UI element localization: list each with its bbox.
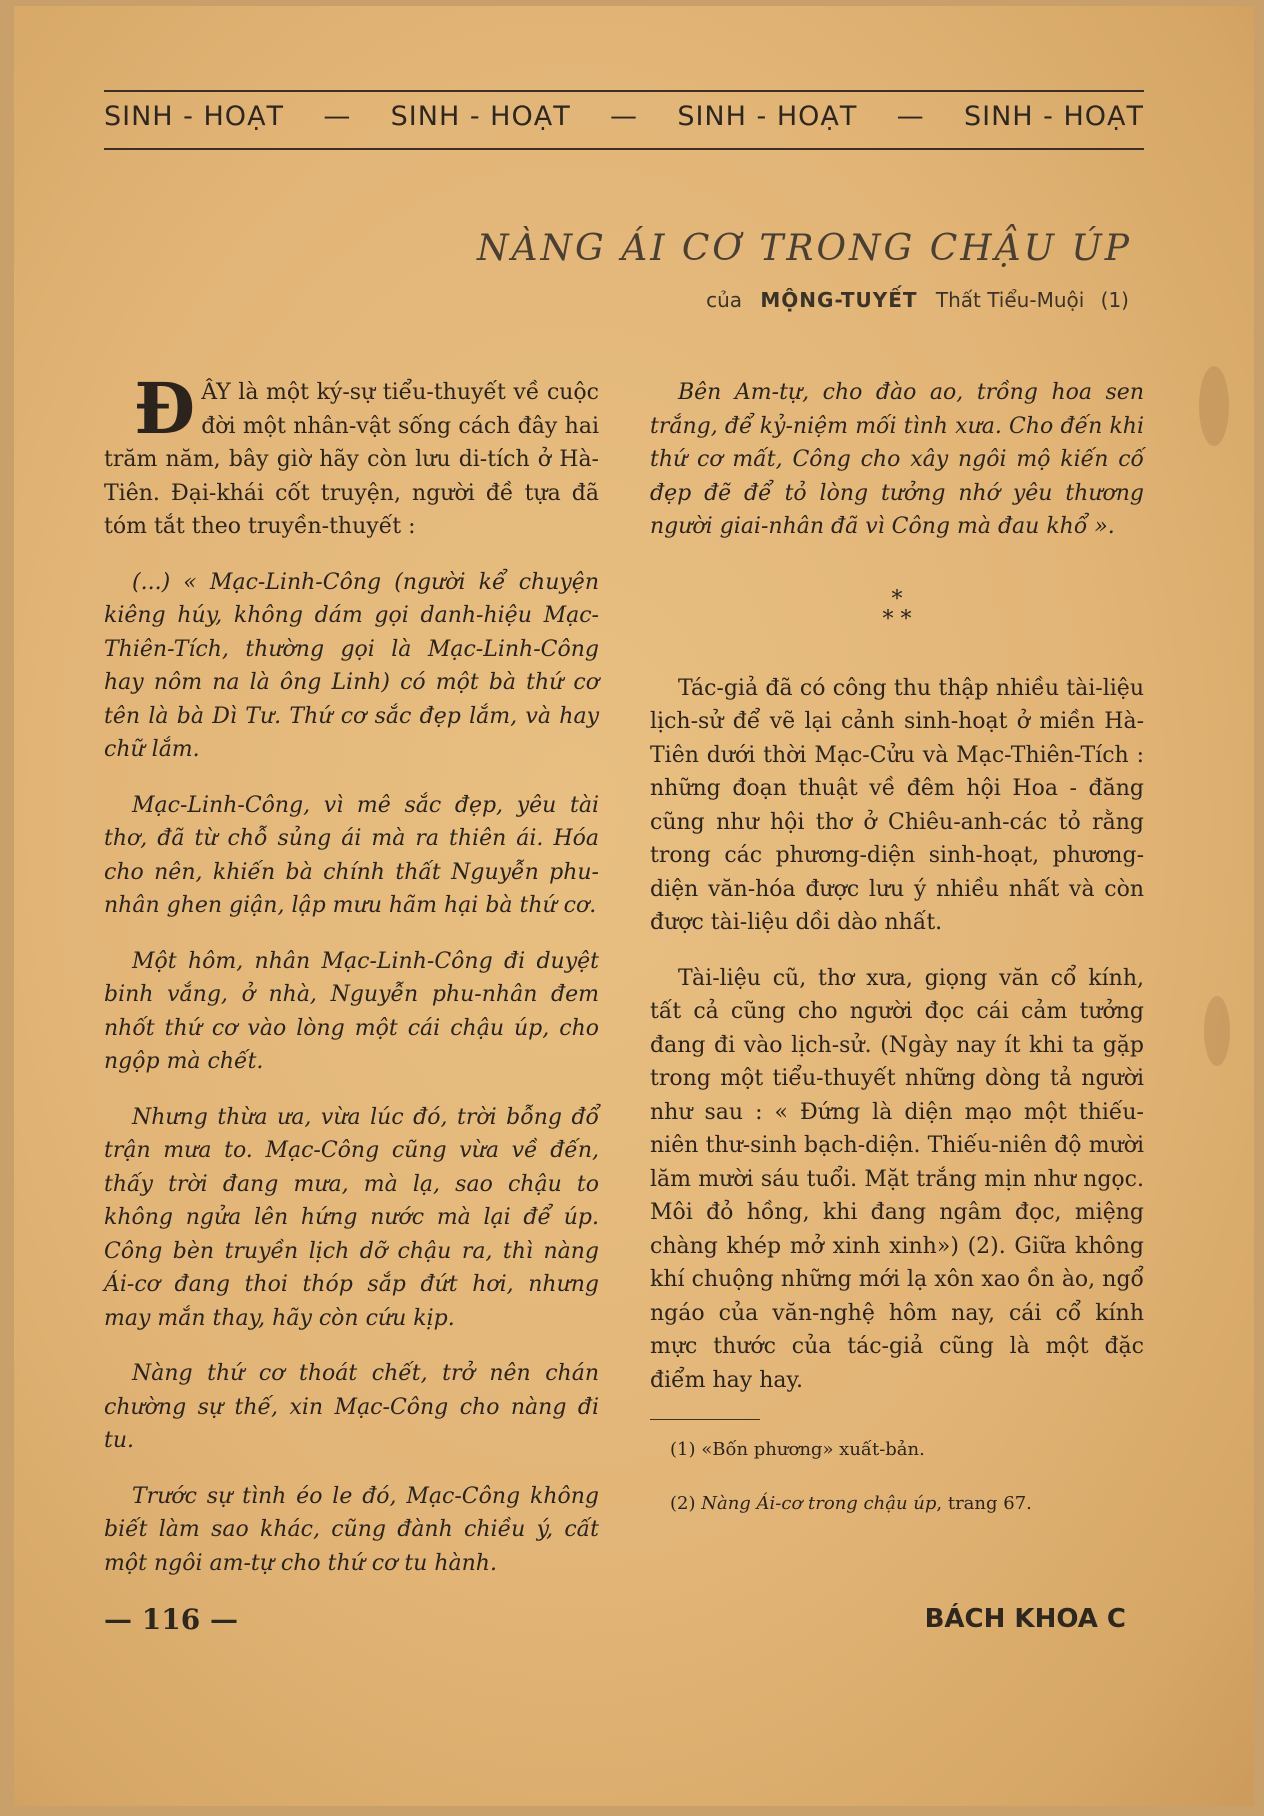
author-footnote-ref: (1) [1100,288,1129,312]
byline-prefix: của [706,288,743,312]
author-suffix: Thất Tiểu-Muội [935,288,1085,312]
running-head-item: SINH - HOẠT [677,101,858,132]
magazine-page [14,6,1254,1806]
quote-paragraph: Nhưng thừa ưa, vừa lúc đó, trời bỗng đổ trận mưa to. Mạc-Công cũng vừa về đến, thấy trời đang mưa, mà lạ, sao chậu to không ngửa lên hứng nước mà lại để úp. Công bèn truyền lịch dỡ chậu ra, thì nàng Ái-cơ đang thoi thóp sắp đứt hơi, nhưng may mắn thay, hãy còn cứu kịp. [104,1104,599,1331]
footnote-2 [650,1488,1144,1520]
article-byline [706,288,1129,312]
intro-paragraph [104,367,599,544]
quote-paragraph: Mạc-Linh-Công, vì mê sắc đẹp, yêu tài thơ, đã từ chỗ sủng ái mà ra thiên ái. Hóa cho nên, khiến bà chính thất Nguyễn phu-nhân ghen giận, lập mưu hãm hại bà thứ cơ. [104,792,599,918]
quote-paragraph: (...) « Mạc-Linh-Công (người kể chuyện kiêng húy, không dám gọi danh-hiệu Mạc-Thiên-Tích, thường gọi là Mạc-Linh-Công hay nôm na là ông Linh) có một bà thứ cơ tên là bà Dì Tư. Thứ cơ sắc đẹp lắm, và hay chữ lắm. [104,569,599,762]
quote-paragraph: Nàng thứ cơ thoát chết, trở nên chán chường sự thế, xin Mạc-Công cho nàng đi tu. [104,1361,599,1453]
running-head-item: SINH - HOẠT [390,101,571,132]
quote-continuation: Bên Am-tự, cho đào ao, trồng hoa sen trắng, để kỷ-niệm mối tình xưa. Cho đến khi thứ cơ mất, Công cho xây ngôi mộ kiến cố đẹp đẽ để tỏ lòng tưởng nhớ yêu thương người giai-nhân đã vì Công mà đau khổ ». [650,380,1144,539]
running-head-dash: — [323,101,352,132]
intro-text: ÂY là một ký-sự tiểu-thuyết về cuộc đời một nhân-vật sống cách đây hai trăm năm, bây giờ hãy còn lưu di-tích ở Hà-Tiên. Đại-khái cốt truyện, người đề tựa đã tóm tắt theo truyền-thuyết : [104,380,599,539]
running-head-dash: — [896,101,925,132]
bottom-rule [104,148,1144,150]
body-paragraph: Tài-liệu cũ, thơ xưa, giọng văn cổ kính, tất cả cũng cho người đọc cái cảm tưởng đang đi vào lịch-sử. (Ngày nay ít khi ta gặp trong một tiểu-thuyết những dòng tả người như sau : « Đứng là diện mạo một thiếu-niên thư-sinh bạch-diện. Thiếu-niên độ mười lăm mười sáu tuổi. Mặt trắng mịn như ngọc. Môi đỏ hồng, khi đang ngâm đọc, miệng chàng khép mở xinh xinh») (2). Giữa không khí chuộng những mới lạ xôn xao ồn ào, ngổ ngáo của văn-nghệ hôm nay, cái cổ kính mực thước của tác-giả cũng là một đặc điểm hay hay. [650,965,1144,1393]
separator-star: * [891,586,903,612]
running-head-item: SINH - HOẠT [104,101,285,132]
journal-name: BÁCH KHOA C [924,1604,1126,1634]
footnote-2-page: , trang 67. [936,1493,1032,1514]
section-separator [650,586,1144,632]
drop-cap: Đ [134,367,196,450]
paper-stain [1199,366,1229,446]
left-column [104,367,599,1602]
separator-stars: * * [882,606,912,632]
running-head-dash: — [610,101,638,132]
right-column [650,376,1144,1542]
body-paragraph: Tác-giả đã có công thu thập nhiều tài-liệu lịch-sử để vẽ lại cảnh sinh-hoạt ở miền Hà-Tiên dưới thời Mạc-Cửu và Mạc-Thiên-Tích : những đoạn thuật về đêm hội Hoa - đăng cũng như hội thơ ở Chiêu-anh-các tỏ rằng trong các phương-diện sinh-hoạt, phương-diện văn-hóa được lưu ý nhiều nhất và còn được tài-liệu dồi dào nhất. [650,675,1144,935]
footnote-2-title: Nàng Ái-cơ trong chậu úp [701,1493,937,1514]
quote-paragraph: Một hôm, nhân Mạc-Linh-Công đi duyệt binh vắng, ở nhà, Nguyễn phu-nhân đem nhốt thứ cơ vào lòng một cái chậu úp, cho ngộp mà chết. [104,948,599,1074]
footnote-rule [650,1419,760,1420]
top-rule [104,90,1144,92]
quote-paragraph: Trước sự tình éo le đó, Mạc-Công không biết làm sao khác, cũng đành chiều ý, cất một ngôi am-tự cho thứ cơ tu hành. [104,1483,599,1576]
running-head-item: SINH - HOẠT [963,101,1144,132]
author-name: MỘNG-TUYẾT [760,288,918,312]
footnote-1: (1) «Bốn phương» xuất-bản. [670,1439,925,1460]
footnote-2-number: (2) [670,1493,696,1514]
paper-stain [1204,996,1230,1066]
page-number: — 116 — [104,1603,238,1636]
running-head [104,101,1144,132]
article-title: NÀNG ÁI CƠ TRONG CHẬU ÚP [477,228,1132,269]
